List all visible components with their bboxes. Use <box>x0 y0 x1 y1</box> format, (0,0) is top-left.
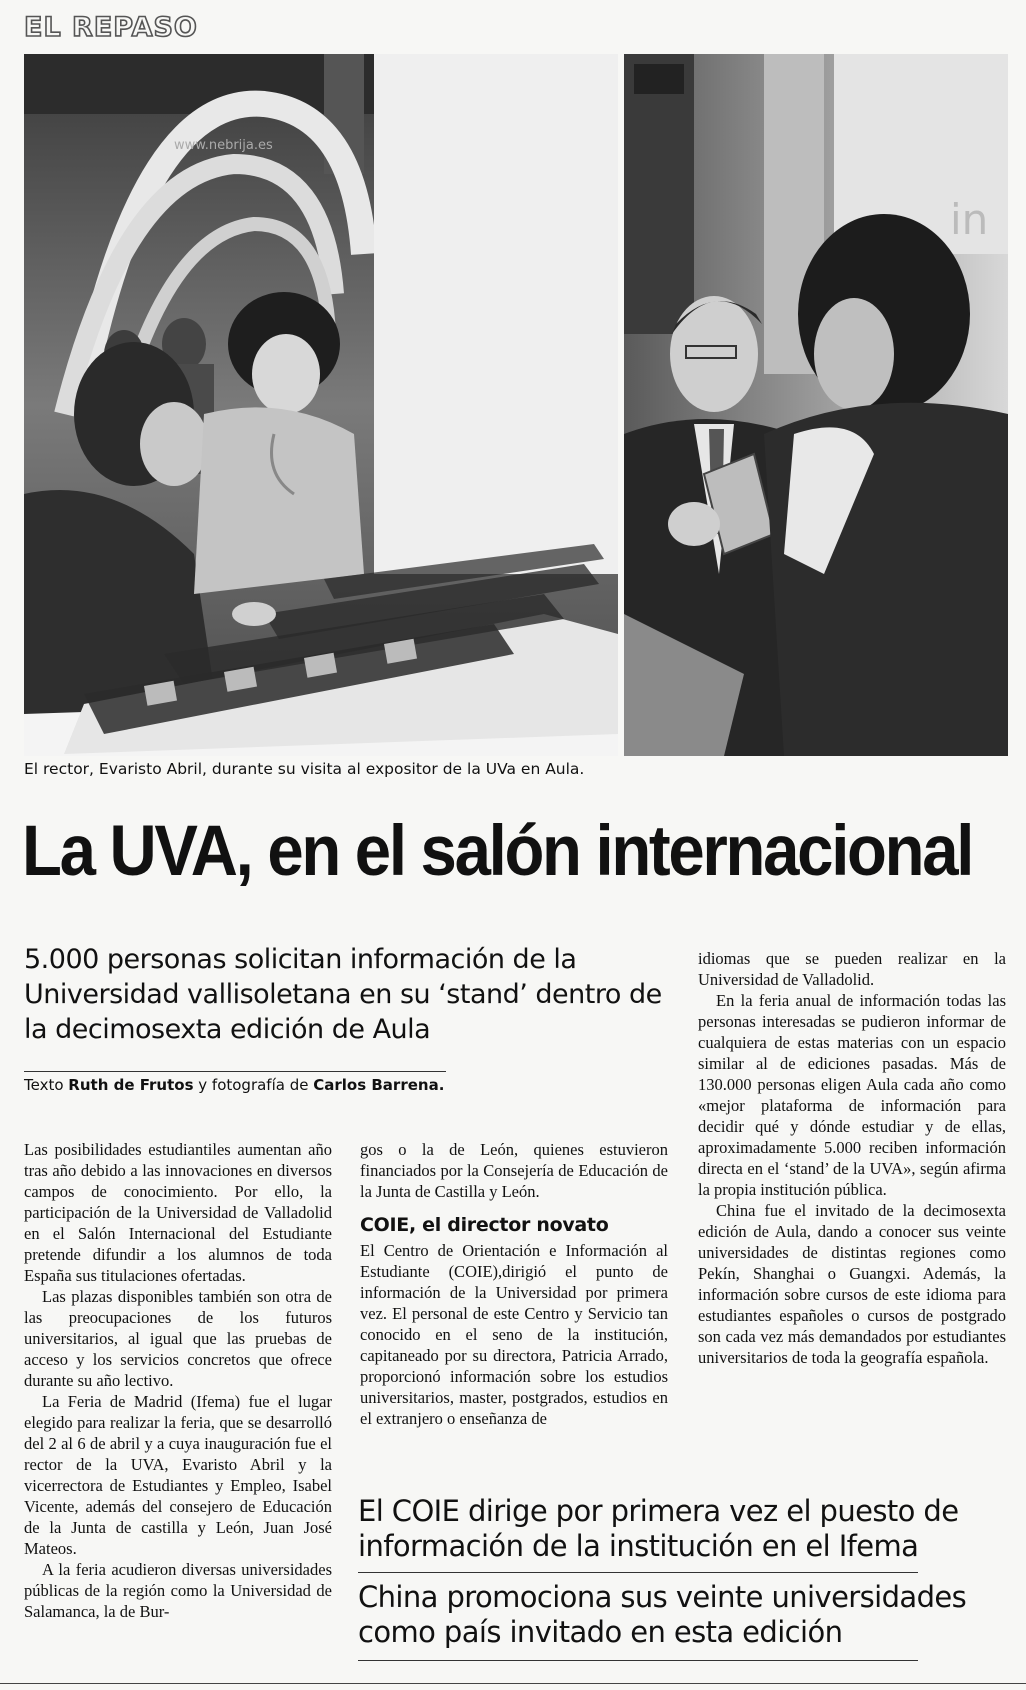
paragraph: La Feria de Madrid (Ifema) fue el lugar elegido para realizar la feria, que se desarrolló del 2 al 6 de abril y a cuya inauguración fue el rector de la UVA, Evaristo Abril y la vicerrectora de Estudiantes y Empleo, Isabel Vicente, además del consejero de Educación de la Junta de castilla y León, Juan José Mateos. <box>24 1392 332 1558</box>
byline-photographer: Carlos Barrena. <box>313 1076 445 1094</box>
paragraph: En la feria anual de información todas las personas interesadas se pudieron informar de cualquiera de estas materias con un espacio similar al de ediciones pasadas. Más de 130.000 personas eligen Aula cada año como «mejor plataforma de información para decidir qué y dónde estudiar y de ellas, aproximadamente 5.000 reciben información directa en el ‘stand’ de la UVA», según afirma la propia institución pública. <box>698 991 1006 1199</box>
section-tag: EL REPASO <box>24 12 198 43</box>
photo-left-illustration <box>24 54 618 756</box>
pullquote-china: China promociona sus veinte universidades como país invitado en esta edición <box>358 1580 967 1649</box>
photo-caption: El rector, Evaristo Abril, durante su visita al expositor de la UVa en Aula. <box>24 760 585 778</box>
paragraph: gos o la de León, quienes estuvieron financiados por la Consejería de Educación de la Junta de Castilla y León. <box>360 1140 668 1201</box>
byline <box>24 1076 444 1094</box>
credit-divider <box>24 1071 446 1072</box>
page-bottom-rule <box>0 1683 1026 1684</box>
photo-sign-text: in <box>950 195 989 244</box>
photo-students-at-stand <box>24 54 618 756</box>
paragraph: A la feria acudieron diversas universidades públicas de la región como la Universidad de Salamanca, la de Bur- <box>24 1560 332 1621</box>
body-column-2 <box>360 1139 668 1429</box>
photo-right-illustration <box>624 54 1008 756</box>
byline-middle: y fotografía de <box>193 1076 314 1094</box>
paragraph: Las plazas disponibles también son otra de las preocupaciones de los futuros universitarios, al igual que las pruebas de acceso y los servicios concretos que ofrece durante su año lectivo. <box>24 1287 332 1390</box>
body-column-1 <box>24 1139 332 1622</box>
byline-author: Ruth de Frutos <box>68 1076 194 1094</box>
section-subheading: COIE, el director novato <box>360 1214 609 1236</box>
pullquote-divider <box>358 1660 918 1661</box>
body-column-3 <box>698 948 1006 1368</box>
paragraph: Las posibilidades estudiantiles aumentan año tras año debido a las innovaciones en diversos campos de conocimiento. Por ello, la participación de la Universidad de Valladolid en el Salón Internacional del Estudiante pretende difundir a los alumnos de toda España sus titulaciones ofertadas. <box>24 1140 332 1285</box>
pullquote-divider <box>358 1572 918 1573</box>
photo-rector-at-stand <box>624 54 1008 756</box>
pullquote-coie: El COIE dirige por primera vez el puesto de información de la institución en el Ifema <box>358 1494 959 1563</box>
paragraph: El Centro de Orientación e Información al Estudiante (COIE),dirigió el punto de información de la Universidad por primera vez. El personal de este Centro y Servicio tan conocido en el seno de la institución, capitaneado por su directora, Patricia Arrado, proporcionó información sobre los estudios universitarios, master, postgrados, estudios en el extranjero o enseñanza de <box>360 1241 668 1428</box>
byline-prefix: Texto <box>24 1076 69 1094</box>
subheadline: 5.000 personas solicitan información de la Universidad vallisoletana en su ‘stand’ dentro de la decimosexta edición de Aula <box>24 944 662 1045</box>
paragraph: China fue el invitado de la decimosexta edición de Aula, dando a conocer sus veinte universidades de distintas regiones como Pekín, Shanghai o Guangxi. Además, la información sobre cursos de este idioma para estudiantes españoles o cursos de postgrado son cada vez más demandados por estudiantes universitarios de toda la geografía española. <box>698 1201 1006 1367</box>
photo-watermark: www.nebrija.es <box>174 138 273 153</box>
headline: La UVA, en el salón internacional <box>22 812 973 891</box>
paragraph: idiomas que se pueden realizar en la Universidad de Valladolid. <box>698 949 1006 989</box>
